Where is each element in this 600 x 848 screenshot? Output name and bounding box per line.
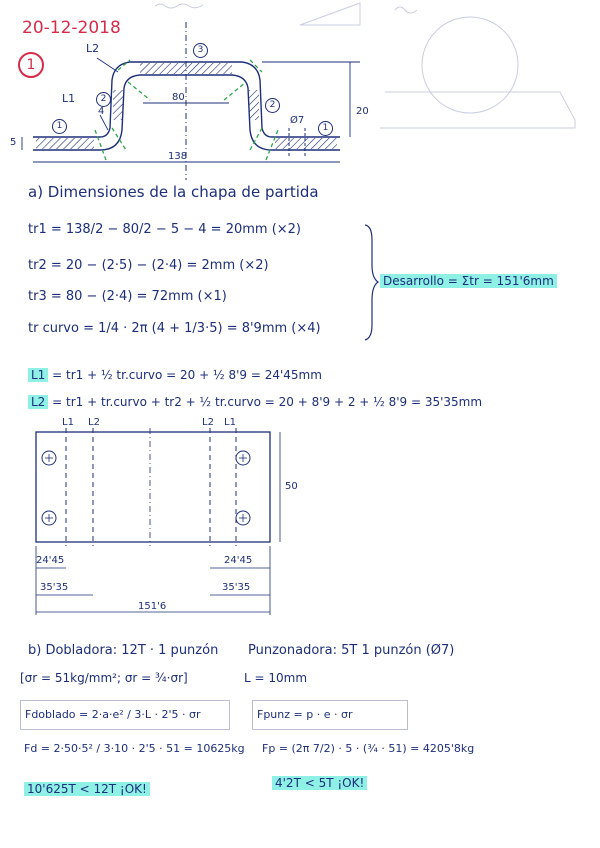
calc-doblado: Fd = 2·50·5² / 3·10 · 2'5 · 51 = 10625kg (24, 742, 245, 755)
L2-label: L2 (28, 395, 48, 409)
formula-punz-box (252, 700, 408, 730)
flat-label-L2-left: L2 (88, 417, 100, 428)
flat-dim-right-outer: 35'35 (222, 582, 251, 593)
development-total-text: Desarrollo = Σtr = 151'6mm (380, 274, 557, 288)
section-b-title-left: b) Dobladora: 12T · 1 punzón (28, 643, 219, 658)
part-1-right-marker: 1 (318, 121, 333, 136)
given-data: [σr = 51kg/mm²; σr = ¾·σr] (20, 671, 188, 685)
part-1-left-marker: 1 (52, 119, 67, 134)
flat-dim-left-inner: 24'45 (36, 555, 65, 566)
bend-lines (66, 428, 236, 546)
flat-label-L1-right: L1 (224, 417, 236, 428)
result-doblado-text: 10'625T < 12T ¡OK! (24, 782, 150, 796)
L2-expression: = tr1 + tr.curvo + tr2 + ½ tr.curvo = 20 + 8'9 + 2 + ½ 8'9 = 35'35mm (52, 395, 483, 409)
label-L1-top: L1 (62, 92, 76, 105)
result-doblado (24, 782, 150, 796)
part-2-right-marker: 2 (265, 98, 280, 113)
part-2-left-marker: 2 (96, 92, 111, 107)
label-total-width: 138 (168, 151, 188, 162)
part-3-marker: 3 (193, 43, 208, 58)
label-L2-top: L2 (86, 42, 100, 55)
formula-punz: p · e · σr (306, 708, 353, 721)
calc-tr1: tr1 = 138/2 − 80/2 − 5 − 4 = 20mm (×2) (28, 222, 302, 237)
flat-label-L2-right: L2 (202, 417, 214, 428)
problem-number-circle: 1 (18, 52, 44, 78)
formula-doblado-label: Fdoblado = (25, 708, 89, 721)
label-height: 20 (356, 106, 369, 117)
calc-tr2: tr2 = 20 − (2·5) − (2·4) = 2mm (×2) (28, 258, 269, 273)
calc-tr-curvo: tr curvo = 1/4 · 2π (4 + 1/3·5) = 8'9mm (×4) (28, 321, 321, 336)
result-punz-text: 4'2T < 5T ¡OK! (272, 776, 367, 790)
flat-label-L1-left: L1 (62, 417, 74, 428)
formula-doblado-box (20, 700, 230, 730)
L-value: L = 10mm (244, 671, 308, 685)
formula-punz-label: Fpunz = (257, 708, 303, 721)
section-a-title: a) Dimensiones de la chapa de partida (28, 183, 319, 201)
flat-dim-left-outer: 35'35 (40, 582, 69, 593)
calc-tr3: tr3 = 80 − (2·4) = 72mm (×1) (28, 289, 227, 304)
L1-label: L1 (28, 368, 48, 382)
section-b-title-right: Punzonadora: 5T 1 punzón (Ø7) (248, 643, 455, 658)
label-hole: Ø7 (290, 115, 305, 126)
label-inner-width: 80 (172, 92, 185, 103)
label-radius: 4 (98, 106, 105, 117)
label-thickness: 5 (10, 137, 17, 148)
calc-punz: Fp = (2π 7/2) · 5 · (¾ · 51) = 4205'8kg (262, 742, 475, 755)
blank-outline (36, 432, 270, 542)
L1-expression: = tr1 + ½ tr.curvo = 20 + ½ 8'9 = 24'45mm (52, 368, 322, 382)
formula-doblado: 2·a·e² / 3·L · 2'5 · σr (91, 708, 201, 721)
date: 20-12-2018 (22, 18, 121, 38)
flat-label-height: 50 (285, 481, 298, 492)
flat-dim-right-inner: 24'45 (224, 555, 253, 566)
flat-dim-total: 151'6 (138, 601, 167, 612)
result-punz (272, 776, 367, 790)
